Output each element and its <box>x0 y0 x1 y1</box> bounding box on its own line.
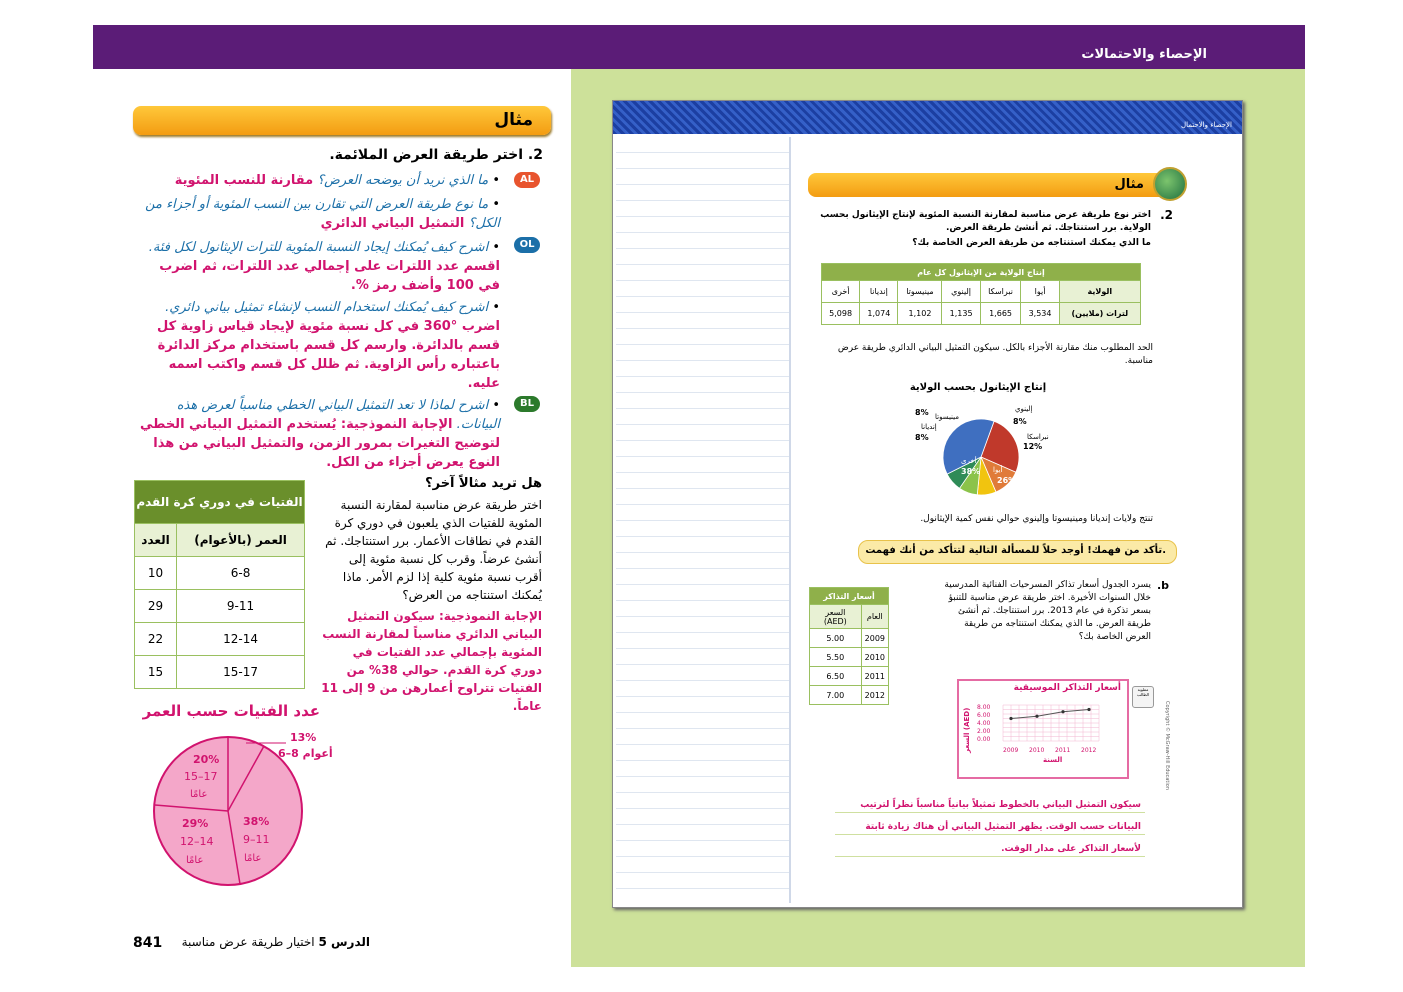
footer-lesson-number: الدرس 5 <box>318 935 370 949</box>
student-page-header <box>613 101 1242 134</box>
line-chart <box>959 695 1127 775</box>
inner-question-number: 2. <box>1160 208 1173 222</box>
copyright-text: Copyright © McGraw-Hill Education <box>1164 701 1170 790</box>
price-point <box>1061 710 1064 713</box>
cell: 2012 <box>861 686 888 705</box>
table-row <box>810 667 889 686</box>
y-tick: 4.00 <box>977 720 991 727</box>
slice-12-14-unit: عامًا <box>186 855 204 866</box>
bullet-5-question: اشرح لماذا لا تعد التمثيل البياني الخطي مناسباً لعرض هذه البيانات. <box>176 398 500 432</box>
state-cell: أيوا <box>1021 281 1059 303</box>
cell: 5.00 <box>810 629 862 648</box>
bullet-3-question: اشرح كيف يُمكنك إيجاد النسبة المئوية للترات الإيثانول لكل فئة. <box>148 240 489 255</box>
cell: 29 <box>135 590 177 623</box>
ol-badge: OL <box>514 237 540 253</box>
state-cell: إلينوي <box>942 281 980 303</box>
pie-label-minnesota: مينيسوتا <box>935 413 960 421</box>
slice-15-17-unit: عامًا <box>190 789 208 800</box>
part-b-label: b. <box>1156 579 1169 592</box>
header-bar <box>93 25 1305 69</box>
bullet-4: • اشرح كيف يُمكنك استخدام النسب لإنشاء تمثيل بياني دائري. اضرب °360 في كل نسبة مئوية لإيجاد قياس زاوية كل قسم بالدائرة. وارسم كل قسم باستخدام مركز الدائرة باعتباره رأس الزاوية. ثم ظلل كل قسم واكتب اسمه عليه. <box>156 300 500 391</box>
state-label: الولاية <box>1059 281 1140 303</box>
bullet-3: • اشرح كيف يُمكنك إيجاد النسبة المئوية للترات الإيثانول لكل فئة. اقسم عدد اللترات على إجمالي عدد اللترات، ثم اضرب في 100 وأضف رمز %. <box>148 240 500 293</box>
girls-table-col-count: العدد <box>135 524 177 557</box>
liters-cell: 3,534 <box>1021 303 1059 325</box>
inner-question-text-2: ما الذي يمكنك استنتاجه من طريقة العرض الخاصة بك؟ <box>912 238 1151 248</box>
table-row <box>135 623 305 656</box>
cell: 15-17 <box>177 656 305 689</box>
student-page <box>612 100 1243 908</box>
girls-table-col-age: العمر (بالأعوام) <box>177 524 305 557</box>
y-tick: 8.00 <box>977 704 991 711</box>
answer-rule <box>835 856 1145 857</box>
inner-question-text: اختر نوع طريقة عرض مناسبة لمقارنة النسبة المئوية لإنتاج الإيثانول بحسب الولاية. برر استنتاجك. ثم أنشئ طريقة العرض. <box>820 210 1151 233</box>
state-cell: إنديانا <box>860 281 898 303</box>
cell: 2009 <box>861 629 888 648</box>
price-point <box>1087 708 1090 711</box>
cell: 10 <box>135 557 177 590</box>
state-cell: أخرى <box>822 281 860 303</box>
slice-12-14-pct: 29% <box>182 817 209 830</box>
example-label: مثال <box>494 110 533 130</box>
y-tick: 6.00 <box>977 712 991 719</box>
cell: 7.00 <box>810 686 862 705</box>
example-banner <box>133 106 551 135</box>
student-page-title: الإحصاء والاحتمال <box>1180 121 1232 129</box>
question <box>329 147 543 163</box>
liters-cell: 1,102 <box>898 303 942 325</box>
pie-label-iowa: أيوا <box>993 466 1003 474</box>
page-number: 841 <box>133 935 163 951</box>
ethanol-pie-chart <box>903 397 1063 507</box>
bullet-4-question: اشرح كيف يُمكنك استخدام النسب لإنشاء تمثيل بياني دائري. <box>165 300 489 315</box>
price-point <box>1035 715 1038 718</box>
ethanol-table-title: إنتاج الولاية من الإيثانول كل عام <box>822 264 1141 281</box>
x-tick: 2009 <box>1003 747 1019 754</box>
footer-lesson-title: اختيار طريقة عرض مناسبة <box>181 935 315 949</box>
x-tick: 2012 <box>1081 747 1097 754</box>
slice-6-8-label: 6–8 أعوام <box>278 747 333 760</box>
bullet-2-answer: التمثيل البياني الدائري <box>320 216 465 231</box>
slice-6-8-pct: 13% <box>290 731 317 744</box>
bullet-1-answer: مقارنة للنسب المئوية <box>174 173 314 188</box>
ethanol-table <box>821 263 1141 325</box>
answer-line-2: البيانات حسب الوقت. يظهر التمثيل البياني أن هناك زيادة ثابتة <box>865 822 1141 832</box>
check-understanding-banner <box>858 540 1177 564</box>
check-understanding-text: تأكد من فهمك! أوجد حلاً للمسألة التالية لتتأكد من أنك فهمت. <box>865 545 1166 556</box>
girls-table <box>134 480 305 689</box>
pie-label-other: أخرى <box>961 457 977 465</box>
pie-label-nebraska: نبراسكا <box>1027 433 1049 441</box>
tickets-col-price: السعر (AED) <box>810 605 862 629</box>
cell: 15 <box>135 656 177 689</box>
copyright-strip <box>1161 701 1171 901</box>
pie-label-illinois: إلينوي <box>1015 405 1033 413</box>
table-row <box>135 656 305 689</box>
pie-pct-other: 38% <box>961 467 981 476</box>
girls-pie-title: عدد الفتيات حسب العمر <box>142 702 320 720</box>
liters-label: لترات (ملايين) <box>1059 303 1140 325</box>
table-row <box>810 686 889 705</box>
bullet-5-answer: الإجابة النموذجية: يُستخدم التمثيل البياني الخطي لتوضيح التغيرات بمرور الزمن، والتمثيل البياني من هذا النوع يعرض أجزاء من الكل. <box>140 417 500 470</box>
slice-15-17-label: 15–17 <box>184 770 218 783</box>
question-text: اختر طريقة العرض الملائمة. <box>329 147 524 163</box>
bl-badge: BL <box>514 396 540 412</box>
bullet-5: • اشرح لماذا لا تعد التمثيل البياني الخطي مناسباً لعرض هذه البيانات. الإجابة النموذجية: يُستخدم التمثيل البياني الخطي لتوضيح التغيرات بمرور الزمن، والتمثيل البياني من هذا النوع يعرض أجزاء من الكل. <box>140 398 500 470</box>
girls-pie-chart <box>140 725 360 895</box>
foldable-icon-label: مطوية الطالب <box>1137 687 1149 697</box>
another-example-title: هل تريد مثالاً آخر؟ <box>425 476 542 491</box>
tickets-table-title: أسعار التذاكر <box>810 588 889 605</box>
cell: 12-14 <box>177 623 305 656</box>
inner-note-1: الحد المطلوب منك مقارنة الأجزاء بالكل. سيكون التمثيل البياني الدائري طريقة عرض مناسبة. <box>837 343 1153 366</box>
x-tick: 2010 <box>1029 747 1045 754</box>
header-title: الإحصاء والاحتمالات <box>1081 47 1207 62</box>
part-b-text: يسرد الجدول أسعار تذاكر المسرحيات الفنائية المدرسية خلال السنوات الأخيرة. اختر طريقة عرض مناسبة للتنبؤ بسعر تذكرة في عام 2013. برر استنتاجك. ثم أنشئ طريقة العرض. ما الذي يمكنك استنتاجه من طريقة العرض الخاصة بك؟ <box>944 580 1151 642</box>
pie-pct-nebraska: 12% <box>1023 442 1043 451</box>
cell: 5.50 <box>810 648 862 667</box>
table-row <box>135 590 305 623</box>
line-grid <box>1003 705 1099 741</box>
inner-example-banner <box>808 173 1180 197</box>
answer-rule <box>835 812 1145 813</box>
liters-cell: 1,135 <box>942 303 980 325</box>
bullet-2-question: ما نوع طريقة العرض التي تقارن بين النسب المئوية أو أجزاء من الكل؟ <box>145 197 500 231</box>
answer-line-1: سيكون التمثيل البياني بالخطوط تمثيلاً بيانياً مناسباً نظراً لترتيب <box>860 800 1141 810</box>
question-number: 2. <box>527 147 543 163</box>
liters-cell: 1,665 <box>980 303 1021 325</box>
bullet-4-answer: اضرب °360 في كل نسبة مئوية لإيجاد قياس زاوية كل قسم بالدائرة. وارسم كل قسم باستخدام مركز الدائرة باعتباره رأس الزاوية. ثم ظلل كل قسم واكتب اسمه عليه. <box>156 319 500 391</box>
another-example-answer: الإجابة النموذجية: سيكون التمثيل البياني الدائري مناسباً لمقارنة النسب المئوية بإجمالي عدد الفتيات في دوري كرة القدم. حوالي 38% من الفتيات تتراوح أعمارهن من 9 إلى 11 عاماً. <box>321 609 542 713</box>
line-chart-frame <box>957 679 1129 779</box>
answer-line-3: لأسعار التذاكر على مدار الوقت. <box>1001 844 1141 854</box>
y-tick: 2.00 <box>977 728 991 735</box>
ethanol-pie-title: إنتاج الإيثانول بحسب الولاية <box>909 382 1047 393</box>
pie-pct-iowa: 26% <box>997 476 1017 485</box>
cell: 9-11 <box>177 590 305 623</box>
table-row <box>135 557 305 590</box>
footer-lesson <box>175 935 370 949</box>
table-row <box>810 629 889 648</box>
tickets-table <box>809 587 889 705</box>
notes-area <box>616 137 791 903</box>
x-tick: 2011 <box>1055 747 1071 754</box>
pie-pct-illinois: 8% <box>1013 417 1027 426</box>
y-tick: 0.00 <box>977 736 991 743</box>
bullet-1-question: ما الذي نريد أن يوضحه العرض؟ <box>317 173 489 188</box>
table-row <box>810 648 889 667</box>
slice-9-11-unit: عامًا <box>244 853 262 864</box>
inner-example-label: مثال <box>1114 177 1144 192</box>
pie-label-indiana: إنديانا <box>921 423 937 431</box>
cell: 2011 <box>861 667 888 686</box>
al-badge: AL <box>514 172 540 188</box>
liters-cell: 5,098 <box>822 303 860 325</box>
price-point <box>1009 717 1012 720</box>
liters-cell: 1,074 <box>860 303 898 325</box>
girls-table-title: الفتيات في دوري كرة القدم <box>135 481 305 524</box>
cell: 6-8 <box>177 557 305 590</box>
bullet-3-answer: اقسم عدد اللترات على إجمالي عدد اللترات، ثم اضرب في 100 وأضف رمز %. <box>159 259 500 293</box>
x-axis-label: السنة <box>1043 756 1063 764</box>
line-chart-title: أسعار التذاكر الموسيقية <box>1013 683 1121 693</box>
slice-12-14-label: 12–14 <box>180 835 214 848</box>
foldable-icon <box>1132 686 1154 708</box>
y-axis-label: السعر (AED) <box>963 707 971 753</box>
cell: 22 <box>135 623 177 656</box>
cell: 2010 <box>861 648 888 667</box>
answer-rule <box>835 834 1145 835</box>
pie-pct-indiana: 8% <box>915 433 929 442</box>
globe-icon <box>1153 167 1187 201</box>
slice-9-11-pct: 38% <box>243 815 270 828</box>
slice-15-17-pct: 20% <box>193 753 220 766</box>
cell: 6.50 <box>810 667 862 686</box>
pie-pct-minnesota: 8% <box>915 408 929 417</box>
state-cell: نبراسكا <box>980 281 1021 303</box>
tickets-col-year: العام <box>861 605 888 629</box>
inner-note-2: تنتج ولايات إنديانا ومينيسوتا وإلينوي حوالي نفس كمية الإيثانول. <box>920 514 1153 524</box>
bullet-1: • ما الذي نريد أن يوضحه العرض؟ مقارنة للنسب المئوية <box>174 173 500 188</box>
state-cell: مينيسوتا <box>898 281 942 303</box>
bullet-2: • ما نوع طريقة العرض التي تقارن بين النسب المئوية أو أجزاء من الكل؟ التمثيل البياني الدائري <box>145 197 500 231</box>
slice-9-11-label: 9–11 <box>243 833 270 846</box>
another-example-body: اختر طريقة عرض مناسبة لمقارنة النسبة المئوية للفتيات الذي يلعبون في دوري كرة القدم في نطاقات الأعمار. برر استنتاجك. ثم أنشئ عرضاً. وقرب كل نسبة مئوية إلى أقرب نسبة مئوية كلية إذا لزم الأمر. ماذا يُمكنك استنتاجه من العرض؟ <box>325 498 542 602</box>
